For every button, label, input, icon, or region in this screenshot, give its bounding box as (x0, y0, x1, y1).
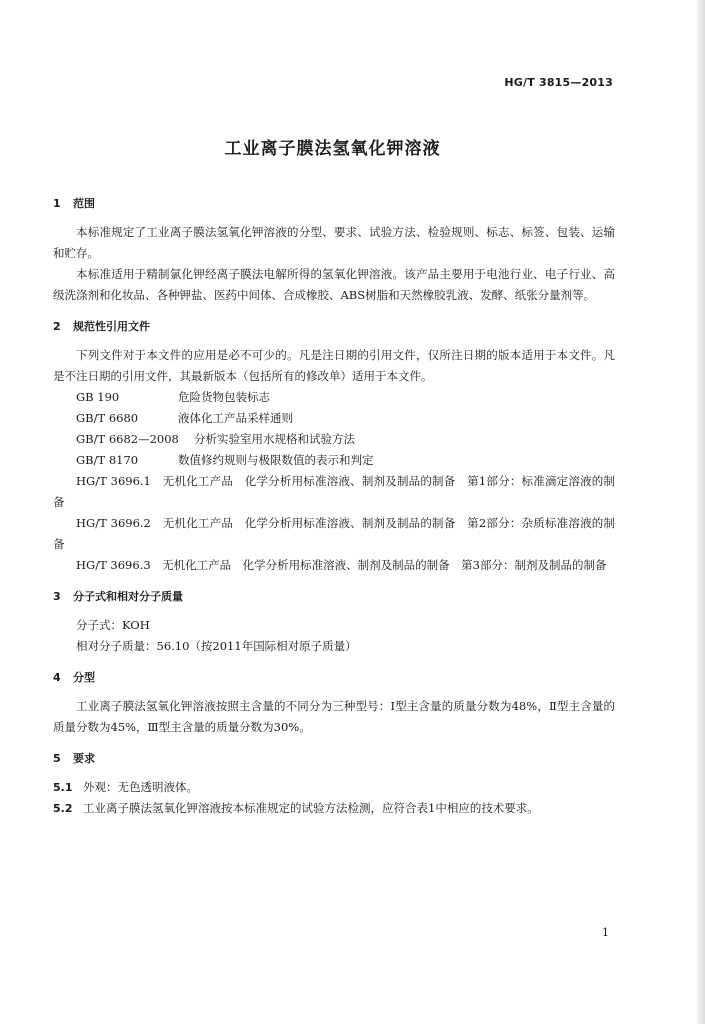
reference-item (53, 408, 615, 429)
section-5-heading (53, 748, 615, 770)
page-number: 1 (602, 926, 609, 939)
section-number: 1 (53, 197, 61, 210)
reference-item (53, 387, 615, 408)
molecular-formula: 分子式：KOH (76, 618, 150, 632)
reference-item (53, 450, 615, 471)
scope-paragraph-1: 本标准规定了工业离子膜法氢氧化钾溶液的分型、要求、试验方法、检验规则、标志、标签、包装、运输和贮存。 (53, 225, 615, 260)
molecular-mass: 相对分子质量：56.10（按2011年国际相对原子质量） (76, 639, 357, 653)
section-title: 范围 (73, 197, 95, 210)
subsection-number: 5.2 (53, 802, 73, 815)
section-title: 要求 (73, 752, 95, 765)
section-title: 分子式和相对分子质量 (73, 590, 183, 603)
section-3-heading (53, 586, 615, 608)
requirement-text: 外观：无色透明液体。 (83, 780, 198, 794)
reference-code: GB/T 6680 (76, 411, 139, 425)
section-1-heading (53, 193, 615, 215)
section-title: 分型 (73, 671, 95, 684)
document-body (53, 193, 615, 819)
reference-item-long: HG/T 3696.1 无机化工产品 化学分析用标准溶液、制剂及制品的制备 第1部分：标准滴定溶液的制备 (53, 474, 615, 509)
reference-code: GB/T 8170 (76, 453, 139, 467)
section-number: 3 (53, 590, 61, 603)
reference-code: GB/T 6682—2008 (76, 432, 179, 446)
section-number: 2 (53, 320, 61, 333)
reference-title: 分析实验室用水规格和试验方法 (194, 432, 355, 446)
reference-title: 数值修约规则与极限数值的表示和判定 (178, 453, 374, 467)
page-edge-shadow (697, 0, 705, 1024)
requirement-item (53, 798, 615, 819)
reference-item-long: HG/T 3696.2 无机化工产品 化学分析用标准溶液、制剂及制品的制备 第2部分：杂质标准溶液的制备 (53, 516, 615, 551)
references-intro: 下列文件对于本文件的应用是必不可少的。凡是注日期的引用文件，仅所注日期的版本适用于本文件。凡是不注日期的引用文件，其最新版本（包括所有的修改单）适用于本文件。 (53, 348, 615, 383)
standard-code: HG/T 3815—2013 (504, 76, 613, 89)
section-4-heading (53, 667, 615, 689)
reference-title: 液体化工产品采样通则 (178, 411, 293, 425)
requirement-item (53, 777, 615, 798)
section-2-heading (53, 316, 615, 338)
requirement-text: 工业离子膜法氢氧化钾溶液按本标准规定的试验方法检测，应符合表1中相应的技术要求。 (83, 801, 539, 815)
section-number: 5 (53, 752, 61, 765)
document-title: 工业离子膜法氢氧化钾溶液 (224, 139, 441, 159)
scope-paragraph-2: 本标准适用于精制氯化钾经离子膜法电解所得的氢氧化钾溶液。该产品主要用于电池行业、电子行业、高级洗涤剂和化妆品、各种钾盐、医药中间体、合成橡胶、ABS树脂和天然橡胶乳液、发酵、纸张分量剂等。 (53, 267, 615, 302)
reference-title: 危险货物包装标志 (178, 390, 270, 404)
section-number: 4 (53, 671, 61, 684)
reference-item-long: HG/T 3696.3 无机化工产品 化学分析用标准溶液、制剂及制品的制备 第3部分：制剂及制品的制备 (76, 558, 607, 572)
subsection-number: 5.1 (53, 781, 73, 794)
reference-item (53, 429, 615, 450)
section-title: 规范性引用文件 (73, 320, 150, 333)
classification-paragraph: 工业离子膜法氢氧化钾溶液按照主含量的不同分为三种型号：Ⅰ型主含量的质量分数为48%，Ⅱ型主含量的质量分数为45%，Ⅲ型主含量的质量分数为30%。 (53, 699, 615, 734)
reference-code: GB 190 (76, 390, 120, 404)
